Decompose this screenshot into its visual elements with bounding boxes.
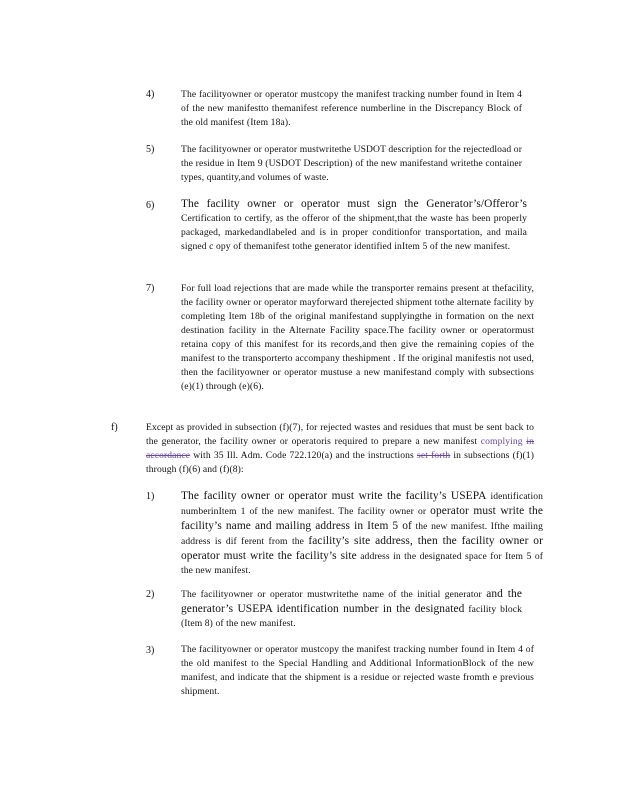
item-text: The facilityowner or operator mustcopy the manifest tracking number found in Item 4 of the new manifestto themanifest reference numberline in the Discrepancy Block of the old manifest (Item 18a).	[181, 89, 522, 128]
item-text	[181, 489, 543, 578]
item-text: The facilityowner or operator mustcopy the manifest tracking number found in Item 4 of the old manifest to the Special Handling and Additional InformationBlock of the new manifest, and indicate that the shipment is a residue or rejected waste fromth e previous shipment.	[181, 644, 534, 697]
item-number: 1)	[146, 491, 155, 502]
item-text-rest: facility block (Item 8) of the new manifest.	[181, 604, 522, 629]
item-text-rest: Certification to certify, as the offeror of the shipment,that the waste has been properly packaged, markedandlabeled and is in proper conditionfor transportation, and maila signed c opy of themanifest tothe generator identified inItem 5 of the new manifest.	[181, 213, 527, 252]
item-number: 2)	[146, 589, 155, 600]
item-text-rest: address in the designated space for Item 5 of the new manifest.	[181, 551, 544, 576]
item-text-emphasis: operator must write the facility’s name and mailing address in Item 5 of	[181, 505, 544, 532]
subsection-letter: f)	[111, 422, 118, 433]
item-text	[181, 587, 522, 631]
item-number: 4)	[146, 89, 155, 100]
inserted-text: complying	[480, 436, 523, 447]
subsection-text-part-3: in subsections (f)(1) through (f)(6) and (f)(8):	[146, 450, 535, 475]
item-number: 3)	[146, 645, 155, 656]
item-text	[181, 197, 527, 254]
item-text: For full load rejections that are made while the transporter remains present at thefacility, the facility owner or operator mayforward therejected shipment tothe alternate facility by completing Item 18b of the original manifestand supplyingthe in formation on the next destination facility in the Alternate Facility space.The facility owner or operatormust retaina copy of this manifest for its records,and then give the remaining copies of the manifest to the transporterto accompany theshipment . If the original manifestis not used, then the facilityowner or operator mustuse a new manifestand comply with subsections (e)(1) through (e)(6).	[181, 283, 534, 392]
item-text-rest: the new manifest. Ifthe mailing address is dif ferent from the	[181, 521, 543, 547]
item-number: 6)	[146, 200, 155, 211]
item-text-rest: identification numberinItem 1 of the new manifest. The facility owner or	[181, 491, 544, 517]
subsection-text-part-1: Except as provided in subsection (f)(7), for rejected wastes and residues that must be sent back to the generator, the facility owner or operatoris required to prepare a new manifest	[146, 422, 534, 447]
item-text-rest: The facilityowner or operator mustwritethe name of the initial generator	[181, 589, 482, 600]
deleted-text: set forth	[417, 450, 451, 461]
item-text-emphasis: The facility owner or operator must write the facility’s USEPA	[181, 490, 487, 502]
subsection-text	[146, 421, 534, 477]
item-number: 5)	[146, 144, 155, 155]
subsection-text-part-2: with 35 Ill. Adm. Code 722.120(a) and the instructions	[193, 450, 414, 461]
item-text: The facilityowner or operator mustwritethe USDOT description for the rejectedload or the residue in Item 9 (USDOT Description) of the new manifestand writethe container types, quantity,and volumes of waste.	[181, 144, 522, 183]
item-text-emphasis: and the generator’s USEPA identification number in the designated	[181, 588, 523, 615]
item-text-emphasis: facility’s site address, then the facility owner or operator must write the facility’s site	[181, 535, 543, 562]
item-number: 7)	[146, 283, 155, 294]
item-text-emphasis: The facility owner or operator must sign the Generator’s/Offeror’s	[181, 198, 527, 210]
deleted-text: in accordance	[146, 436, 534, 461]
